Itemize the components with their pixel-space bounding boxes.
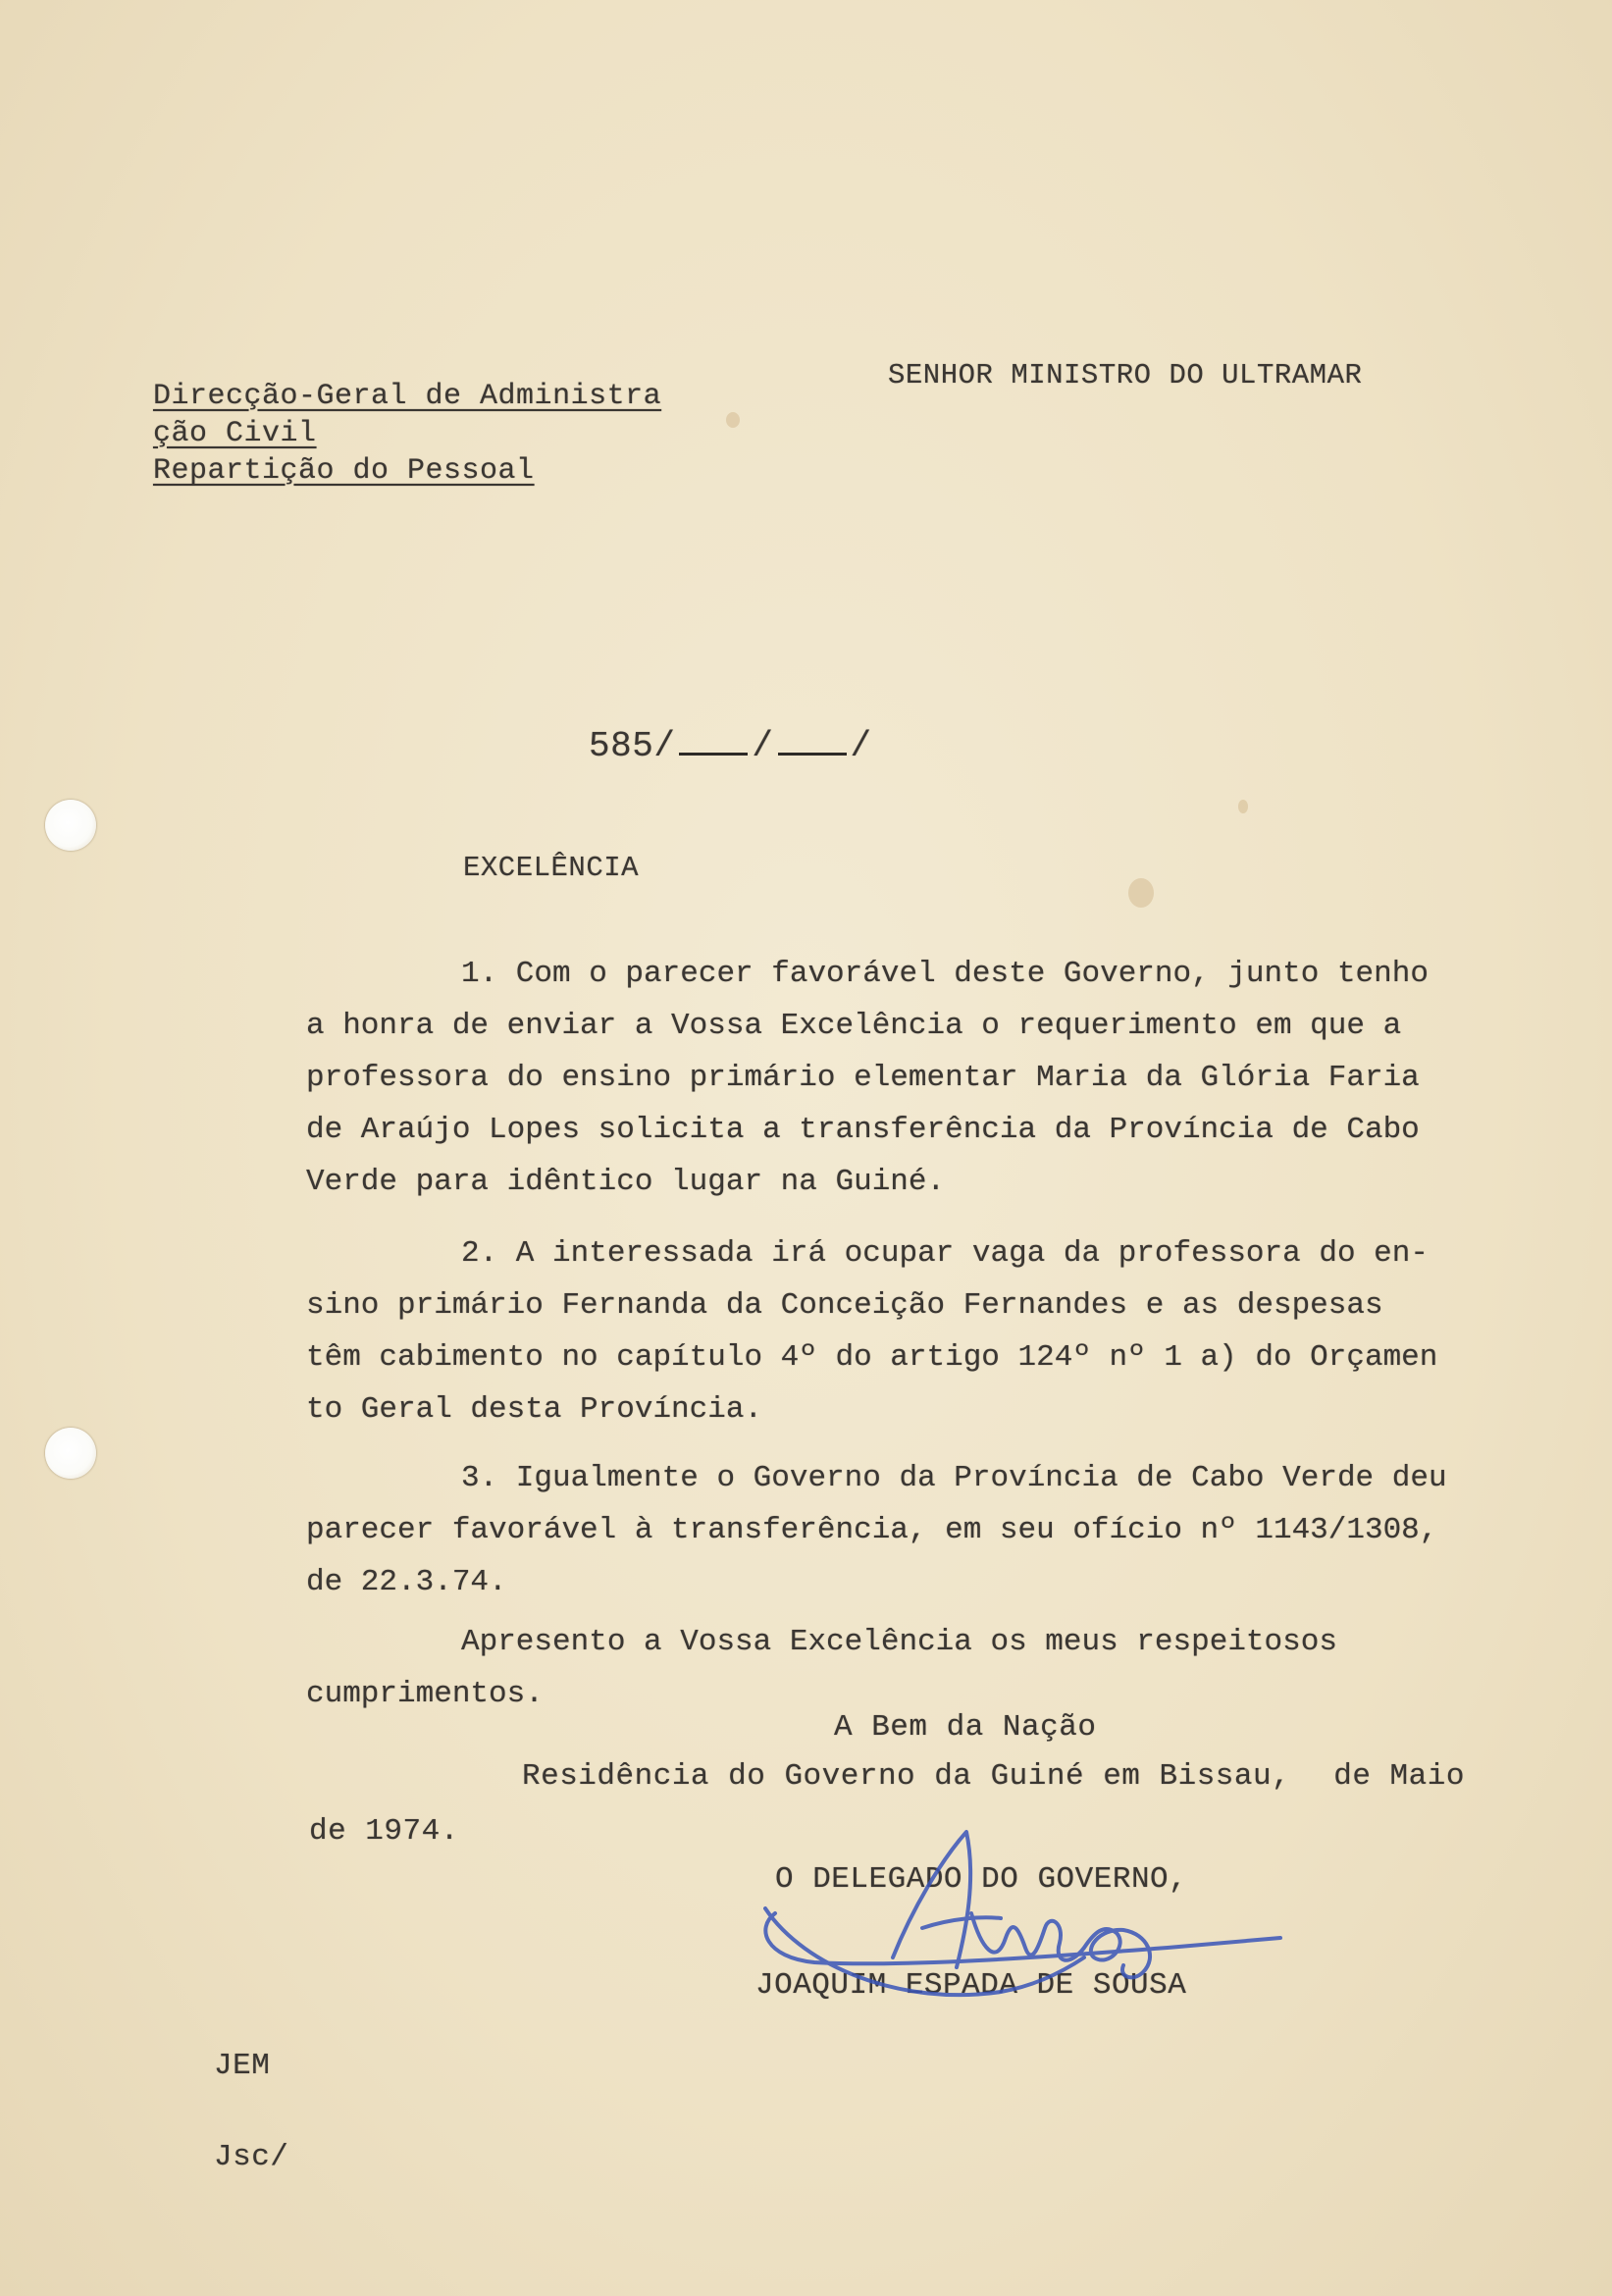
reference-blank — [679, 723, 748, 756]
closing-place-suffix: de Maio — [1333, 1759, 1465, 1794]
typist-initials: JEM — [214, 2049, 271, 2083]
handwritten-signature — [746, 1820, 1295, 2036]
paragraph-line: parecer favorável à transferência, em seu ofício nº 1143/1308, — [306, 1513, 1438, 1547]
paragraph-line: cumprimentos. — [306, 1677, 544, 1711]
paper-stain — [726, 412, 740, 428]
closing-year: de 1974. — [309, 1814, 459, 1849]
reference-number-value: 585 — [589, 726, 654, 766]
paragraph-2 — [306, 1227, 1503, 1435]
salutation: EXCELÊNCIA — [463, 852, 640, 884]
paragraph-line: sino primário Fernanda da Conceição Fernandes e as despesas — [306, 1288, 1383, 1323]
paper-stain — [1238, 800, 1248, 813]
punch-hole — [45, 800, 96, 851]
header-line: ção Civil — [153, 417, 317, 450]
header-line: Repartição do Pessoal — [153, 454, 535, 488]
department-header — [153, 378, 661, 490]
punch-hole — [45, 1428, 96, 1479]
reference-separator: / — [752, 726, 774, 766]
reference-blank — [778, 723, 847, 756]
paragraph-line: 1. Com o parecer favorável deste Governo, junto tenho — [461, 957, 1429, 991]
paragraph-1 — [306, 948, 1503, 1208]
closing-motto: A Bem da Nação — [834, 1710, 1097, 1745]
closing-place-prefix: Residência do Governo da Guiné em Bissau, — [522, 1759, 1291, 1794]
signatory-name: JOAQUIM ESPADA DE SOUSA — [755, 1968, 1187, 2003]
typist-initials: Jsc/ — [214, 2140, 289, 2174]
header-line: Direcção-Geral de Administra — [153, 380, 662, 413]
paragraph-line: professora do ensino primário elementar Maria da Glória Faria — [306, 1061, 1420, 1095]
paragraph-line: 2. A interessada irá ocupar vaga da professora do en- — [461, 1236, 1429, 1271]
paragraph-line: de 22.3.74. — [306, 1565, 507, 1599]
paragraph-line: de Araújo Lopes solicita a transferência da Província de Cabo — [306, 1113, 1420, 1147]
closing-place — [522, 1759, 1465, 1794]
paragraph-line: Apresento a Vossa Excelência os meus respeitosos — [461, 1625, 1337, 1659]
signatory-title: O DELEGADO DO GOVERNO, — [775, 1862, 1188, 1897]
paragraph-line: a honra de enviar a Vossa Excelência o requerimento em que a — [306, 1009, 1402, 1043]
paragraph-line: Verde para idêntico lugar na Guiné. — [306, 1165, 946, 1199]
paragraph-3 — [306, 1452, 1503, 1608]
paper-stain — [1128, 878, 1154, 908]
addressee: SENHOR MINISTRO DO ULTRAMAR — [888, 359, 1363, 391]
paragraph-4 — [306, 1616, 1503, 1720]
paragraph-line: têm cabimento no capítulo 4º do artigo 124º nº 1 a) do Orçamen — [306, 1340, 1438, 1375]
paragraph-line: 3. Igualmente o Governo da Província de Cabo Verde deu — [461, 1461, 1447, 1495]
reference-number — [589, 723, 872, 766]
reference-separator: / — [653, 726, 676, 766]
reference-separator: / — [850, 726, 872, 766]
paragraph-line: to Geral desta Província. — [306, 1392, 763, 1427]
